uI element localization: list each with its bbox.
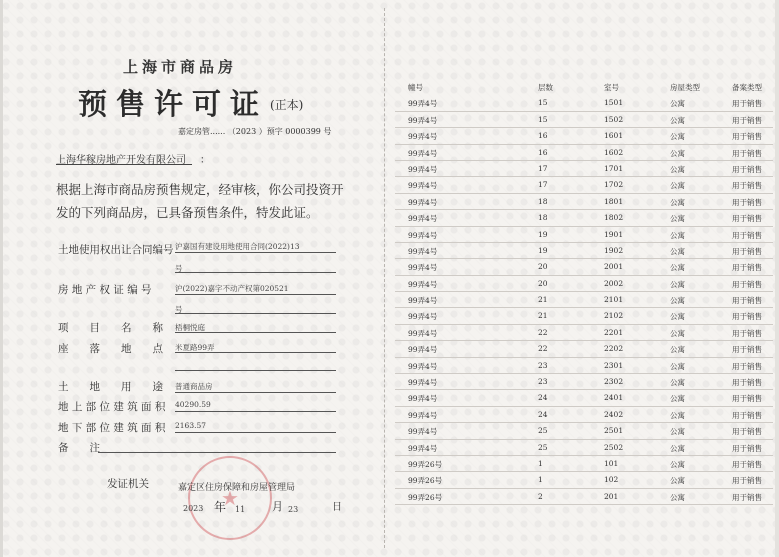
field-value-property-cert: 沪(2022)嘉字不动产权第020521 [175, 284, 289, 293]
cell-filing-type: 用于销售 [732, 328, 762, 338]
field-underline [175, 332, 336, 333]
cell-room: 1701 [604, 163, 624, 173]
cell-building: 99弄4号 [408, 263, 438, 273]
cell-house-type: 公寓 [670, 214, 685, 224]
cell-building: 99弄26号 [408, 459, 443, 469]
cell-room: 1901 [604, 229, 624, 239]
field-underline [175, 294, 336, 295]
cell-room: 2002 [604, 278, 624, 288]
table-row [395, 128, 773, 144]
table-row [395, 423, 773, 439]
field-label-location: 座 落 地 点 [58, 343, 163, 355]
cell-floors: 2 [538, 491, 543, 501]
cell-house-type: 公寓 [670, 394, 685, 404]
cell-building: 99弄4号 [408, 328, 438, 338]
table-row [395, 161, 773, 177]
cell-house-type: 公寓 [670, 230, 685, 240]
cell-floors: 15 [538, 98, 548, 108]
cell-house-type: 公寓 [670, 427, 685, 437]
field-value-project-name: 梧桐悦庭 [175, 323, 205, 332]
cell-house-type: 公寓 [670, 328, 685, 338]
table-row [395, 243, 773, 259]
cell-building: 99弄4号 [408, 345, 438, 355]
cell-room: 1702 [604, 180, 624, 190]
cell-room: 1902 [604, 245, 624, 255]
cell-building: 99弄26号 [408, 492, 443, 502]
table-row [395, 390, 773, 406]
cell-house-type: 公寓 [670, 492, 685, 502]
cell-room: 2001 [604, 262, 624, 272]
field-underline [175, 252, 336, 253]
cell-filing-type: 用于销售 [732, 132, 762, 142]
cell-building: 99弄4号 [408, 312, 438, 322]
field-underline [175, 352, 336, 353]
cell-room: 2302 [604, 377, 624, 387]
cell-floors: 20 [538, 262, 548, 272]
field-underline [175, 432, 336, 433]
cell-floors: 22 [538, 344, 548, 354]
cell-building: 99弄4号 [408, 230, 438, 240]
official-seal [188, 456, 272, 540]
cell-building: 99弄4号 [408, 378, 438, 388]
table-row [395, 472, 773, 488]
cell-floors: 19 [538, 245, 548, 255]
cell-filing-type: 用于销售 [732, 443, 762, 453]
table-row [395, 227, 773, 243]
seal-star-icon: ★ [221, 486, 239, 510]
table-row [395, 308, 773, 324]
field-value-land-use: 普通商品房 [175, 382, 213, 391]
company-underline [56, 164, 192, 165]
table-row [395, 341, 773, 357]
field-label-property-cert: 房 地 产 权 证 编 号 [58, 284, 152, 296]
cell-filing-type: 用于销售 [732, 361, 762, 371]
cell-building: 99弄4号 [408, 197, 438, 207]
cell-filing-type: 用于销售 [732, 394, 762, 404]
cell-floors: 1 [538, 475, 543, 485]
cell-floors: 17 [538, 163, 548, 173]
cell-room: 1801 [604, 196, 624, 206]
field-label-above-ground-area: 地 上 部 位 建 筑 面 积 [58, 401, 166, 413]
field-underline [175, 370, 336, 371]
cell-filing-type: 用于销售 [732, 246, 762, 256]
cell-room: 2202 [604, 344, 624, 354]
cell-filing-type: 用于销售 [732, 296, 762, 306]
cell-building: 99弄4号 [408, 361, 438, 371]
company-colon: ： [200, 155, 210, 166]
date-year: 2023 [183, 504, 204, 513]
cell-room: 1602 [604, 147, 624, 157]
cell-building: 99弄4号 [408, 164, 438, 174]
field-label-land-use: 土 地 用 途 [58, 381, 163, 393]
table-body [395, 95, 773, 505]
cell-filing-type: 用于销售 [732, 476, 762, 486]
cell-filing-type: 用于销售 [732, 115, 762, 125]
cell-filing-type: 用于销售 [732, 99, 762, 109]
cell-filing-type: 用于销售 [732, 263, 762, 273]
table-row [395, 374, 773, 390]
cell-building: 99弄4号 [408, 214, 438, 224]
cell-floors: 18 [538, 213, 548, 223]
date-day-label: 日 [332, 502, 342, 513]
cell-building: 99弄26号 [408, 476, 443, 486]
field-label-land-contract: 土地使用权出让合同编号 [58, 244, 174, 256]
field-underline [175, 392, 336, 393]
certificate-title-sub: (正本) [270, 98, 304, 112]
cell-floors: 15 [538, 114, 548, 124]
page-edge-left [0, 0, 3, 557]
cell-house-type: 公寓 [670, 99, 685, 109]
cell-floors: 1 [538, 458, 543, 468]
table-row [395, 407, 773, 423]
cell-floors: 16 [538, 131, 548, 141]
cell-room: 1802 [604, 213, 624, 223]
header-room: 室号 [604, 83, 619, 92]
cell-building: 99弄4号 [408, 410, 438, 420]
cell-building: 99弄4号 [408, 148, 438, 158]
cell-floors: 24 [538, 409, 548, 419]
table-row [395, 95, 773, 111]
field-value-land-contract-cont: 号 [175, 264, 183, 273]
cell-house-type: 公寓 [670, 443, 685, 453]
cell-filing-type: 用于销售 [732, 410, 762, 420]
table-row [395, 440, 773, 456]
certificate-body-text: 根据上海市商品房预售规定，经审核，你公司投资开发的下列商品房，已具备预售条件，特发此证。 [56, 182, 344, 220]
field-label-project-name: 项 目 名 称 [58, 322, 163, 334]
table-row [395, 276, 773, 292]
cell-floors: 23 [538, 377, 548, 387]
header-filing-type: 备案类型 [732, 83, 762, 92]
permit-number: 嘉定房管...... （2023 ）预字 0000399 号 [178, 127, 332, 136]
certificate-heading: 上海市商品房 [122, 58, 237, 76]
table-header [395, 79, 773, 95]
cell-floors: 21 [538, 295, 548, 305]
date-day: 23 [288, 505, 299, 514]
cell-floors: 19 [538, 229, 548, 239]
field-label-below-ground-area: 地 下 部 位 建 筑 面 积 [58, 422, 166, 434]
table-row [395, 145, 773, 161]
cell-building: 99弄4号 [408, 427, 438, 437]
cell-floors: 24 [538, 393, 548, 403]
cell-room: 101 [604, 458, 619, 468]
cell-building: 99弄4号 [408, 115, 438, 125]
date-month: 11 [235, 505, 246, 514]
table-row [395, 456, 773, 472]
table-row [395, 358, 773, 374]
cell-house-type: 公寓 [670, 361, 685, 371]
cell-house-type: 公寓 [670, 148, 685, 158]
fold-divider [384, 8, 385, 548]
cell-filing-type: 用于销售 [732, 279, 762, 289]
cell-building: 99弄4号 [408, 99, 438, 109]
header-house-type: 房屋类型 [670, 83, 700, 92]
cell-house-type: 公寓 [670, 459, 685, 469]
cell-building: 99弄4号 [408, 246, 438, 256]
cell-room: 1502 [604, 114, 624, 124]
cell-floors: 23 [538, 360, 548, 370]
cell-floors: 21 [538, 311, 548, 321]
cell-room: 102 [604, 475, 619, 485]
cell-filing-type: 用于销售 [732, 378, 762, 388]
table-row [395, 489, 773, 505]
cell-building: 99弄4号 [408, 296, 438, 306]
page-edge-right [775, 0, 779, 557]
cell-house-type: 公寓 [670, 132, 685, 142]
unit-table [395, 79, 773, 505]
field-underline [175, 272, 336, 273]
table-row [395, 292, 773, 308]
cell-floors: 16 [538, 147, 548, 157]
cell-filing-type: 用于销售 [732, 181, 762, 191]
cell-building: 99弄4号 [408, 181, 438, 191]
cell-floors: 17 [538, 180, 548, 190]
cell-room: 2501 [604, 426, 624, 436]
cell-house-type: 公寓 [670, 476, 685, 486]
cell-filing-type: 用于销售 [732, 459, 762, 469]
company-name: 上海华稼房地产开发有限公司 [56, 155, 186, 166]
cell-house-type: 公寓 [670, 296, 685, 306]
issuer-label: 发证机关 [107, 478, 149, 490]
cell-floors: 22 [538, 327, 548, 337]
field-value-above-ground-area: 40290.59 [175, 400, 211, 409]
cell-room: 2401 [604, 393, 624, 403]
cell-room: 2201 [604, 327, 624, 337]
cell-filing-type: 用于销售 [732, 230, 762, 240]
cell-house-type: 公寓 [670, 197, 685, 207]
cell-house-type: 公寓 [670, 410, 685, 420]
field-underline [175, 411, 336, 412]
cell-house-type: 公寓 [670, 115, 685, 125]
cell-room: 2502 [604, 442, 624, 452]
cell-building: 99弄4号 [408, 443, 438, 453]
cell-filing-type: 用于销售 [732, 312, 762, 322]
date-year-label: 年 [214, 500, 227, 514]
cell-house-type: 公寓 [670, 279, 685, 289]
header-building: 幢号 [408, 83, 423, 92]
date-month-label: 月 [272, 500, 283, 513]
cell-building: 99弄4号 [408, 279, 438, 289]
cell-house-type: 公寓 [670, 164, 685, 174]
field-value-property-cert-cont: 号 [175, 305, 183, 314]
cell-floors: 25 [538, 426, 548, 436]
cell-house-type: 公寓 [670, 263, 685, 273]
header-floors: 层数 [538, 83, 553, 92]
cell-room: 2301 [604, 360, 624, 370]
cell-building: 99弄4号 [408, 132, 438, 142]
table-row [395, 325, 773, 341]
cell-room: 2101 [604, 295, 624, 305]
cell-house-type: 公寓 [670, 312, 685, 322]
cell-filing-type: 用于销售 [732, 164, 762, 174]
cell-filing-type: 用于销售 [732, 197, 762, 207]
table-row [395, 177, 773, 193]
field-underline [175, 313, 336, 314]
cell-building: 99弄4号 [408, 394, 438, 404]
table-row [395, 194, 773, 210]
issuer-name: 嘉定区住房保障和房屋管理局 [178, 483, 296, 493]
cell-filing-type: 用于销售 [732, 427, 762, 437]
cell-house-type: 公寓 [670, 181, 685, 191]
cell-floors: 18 [538, 196, 548, 206]
field-value-land-contract: 沪嘉国有建设用地使用合同(2022)13 [175, 242, 300, 251]
cell-room: 1601 [604, 131, 624, 141]
field-value-below-ground-area: 2163.57 [175, 421, 207, 430]
field-value-location: 米夏路99弄 [175, 343, 215, 352]
field-underline [98, 452, 336, 453]
table-row [395, 112, 773, 128]
cell-house-type: 公寓 [670, 345, 685, 355]
cell-room: 201 [604, 491, 619, 501]
cell-filing-type: 用于销售 [732, 148, 762, 158]
field-label-remarks: 备 注 [58, 442, 100, 454]
cell-room: 2402 [604, 409, 624, 419]
cell-filing-type: 用于销售 [732, 345, 762, 355]
cell-filing-type: 用于销售 [732, 492, 762, 502]
cell-floors: 25 [538, 442, 548, 452]
cell-floors: 20 [538, 278, 548, 288]
table-row [395, 259, 773, 275]
cell-house-type: 公寓 [670, 378, 685, 388]
table-row [395, 210, 773, 226]
cell-room: 2102 [604, 311, 624, 321]
cell-house-type: 公寓 [670, 246, 685, 256]
cell-filing-type: 用于销售 [732, 214, 762, 224]
certificate-title: 预售许可证 [78, 87, 269, 121]
cell-room: 1501 [604, 98, 624, 108]
